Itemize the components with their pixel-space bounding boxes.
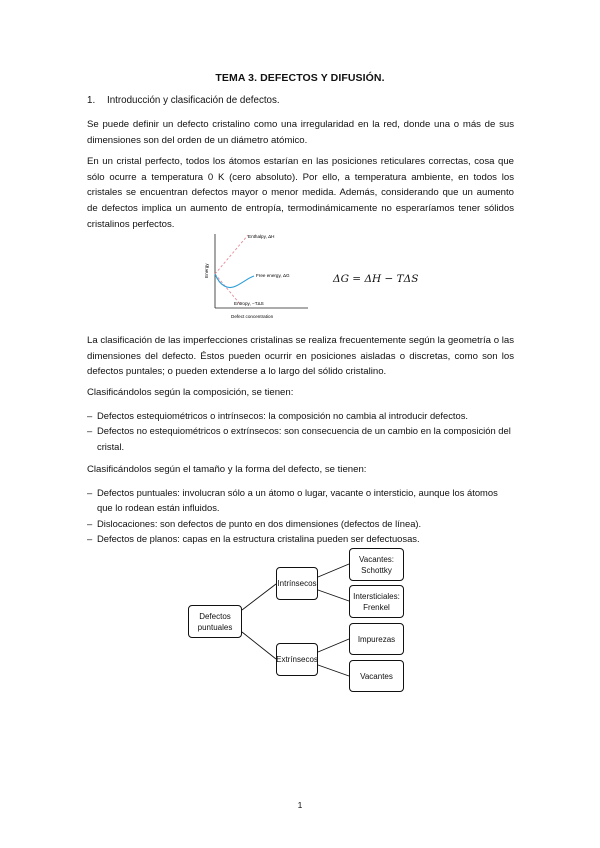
connector-root-intrinsic (242, 584, 276, 610)
entropy-label: Entropy, −TΔS (234, 301, 264, 306)
connector-intrinsic-frenkel (318, 590, 349, 601)
paragraph-classification: La clasificación de las imperfecciones cristalinas se realiza frecuentemente según la geometría o las dimensiones del defecto. Éstos pueden ocurrir en posiciones aisladas o discretas, como son los defectos puntales; o pueden extenderse a lo largo del sólido cristalino. (87, 335, 514, 378)
list-item: – Defectos puntuales: involucran sólo a un átomo o lugar, vacante o intersticio, aunque los átomos que lo rodean están influidos. (87, 485, 514, 516)
paragraph-definition: Se puede definir un defecto cristalino como una irregularidad en la red, donde una o más de sus dimensiones son del orden de un diámetro atómico. (87, 119, 514, 146)
section-label: Introducción y clasificación de defectos. (107, 95, 280, 106)
connector-extrinsic-impurities (318, 639, 349, 652)
tree-impurities-box: Impurezas (349, 623, 404, 655)
defect-concentration-label: Defect concentration (231, 314, 274, 319)
connector-root-extrinsic (242, 632, 276, 659)
page-number: 1 (297, 800, 303, 810)
list-item: – Defectos estequiométricos o intrínsecos: la composición no cambia al introducir defectos. (87, 408, 514, 423)
section-number: 1. (87, 95, 96, 106)
list-item: – Defectos de planos: capas en la estructura cristalina pueden ser defectuosas. (87, 531, 514, 546)
gibbs-formula: ΔG = ΔH − TΔS (333, 273, 419, 285)
connector-extrinsic-vacancies (318, 665, 349, 676)
connector-intrinsic-schottky (318, 564, 349, 577)
page-title: TEMA 3. DEFECTOS Y DIFUSIÓN. (215, 72, 385, 84)
paragraph-by-size: Clasificándolos según el tamaño y la forma del defecto, se tienen: (87, 464, 367, 475)
tree-intrinsic-box: Intrínsecos (276, 567, 318, 600)
enthalpy-label: Enthalpy, ΔH (248, 234, 275, 239)
free-energy-label: Free energy, ΔG (256, 273, 290, 278)
paragraph-perfect-crystal: En un cristal perfecto, todos los átomos estarían en las posiciones reticulares correctas, cosa que sólo ocurre a temperatura 0 K (cero absoluto). Por ello, a temperatura ambiente, en todos los cristales se encuentran defectos mayor o menor medida. Además, considerando que un aumento de defectos implica un aumento de entropía, termodinámicamente no esperaríamos tener sólidos cristalinos perfectos. (87, 156, 514, 230)
tree-vacancies-box: Vacantes (349, 660, 404, 692)
tree-frenkel-box: Intersticiales: Frenkel (349, 585, 404, 618)
tree-root-box: Defectos puntuales (188, 605, 242, 638)
list-item: – Defectos no estequiométricos o extrínsecos: son consecuencia de un cambio en la composición del cristal. (87, 423, 514, 454)
paragraph-by-composition: Clasificándolos según la composición, se tienen: (87, 387, 294, 398)
tree-extrinsic-box: Extrínsecos (276, 643, 318, 676)
list-item: – Dislocaciones: son defectos de punto en dos dimensiones (defectos de línea). (87, 516, 514, 531)
energy-axis-label: Energy (204, 263, 209, 278)
tree-schottky-box: Vacantes: Schottky (349, 548, 404, 581)
